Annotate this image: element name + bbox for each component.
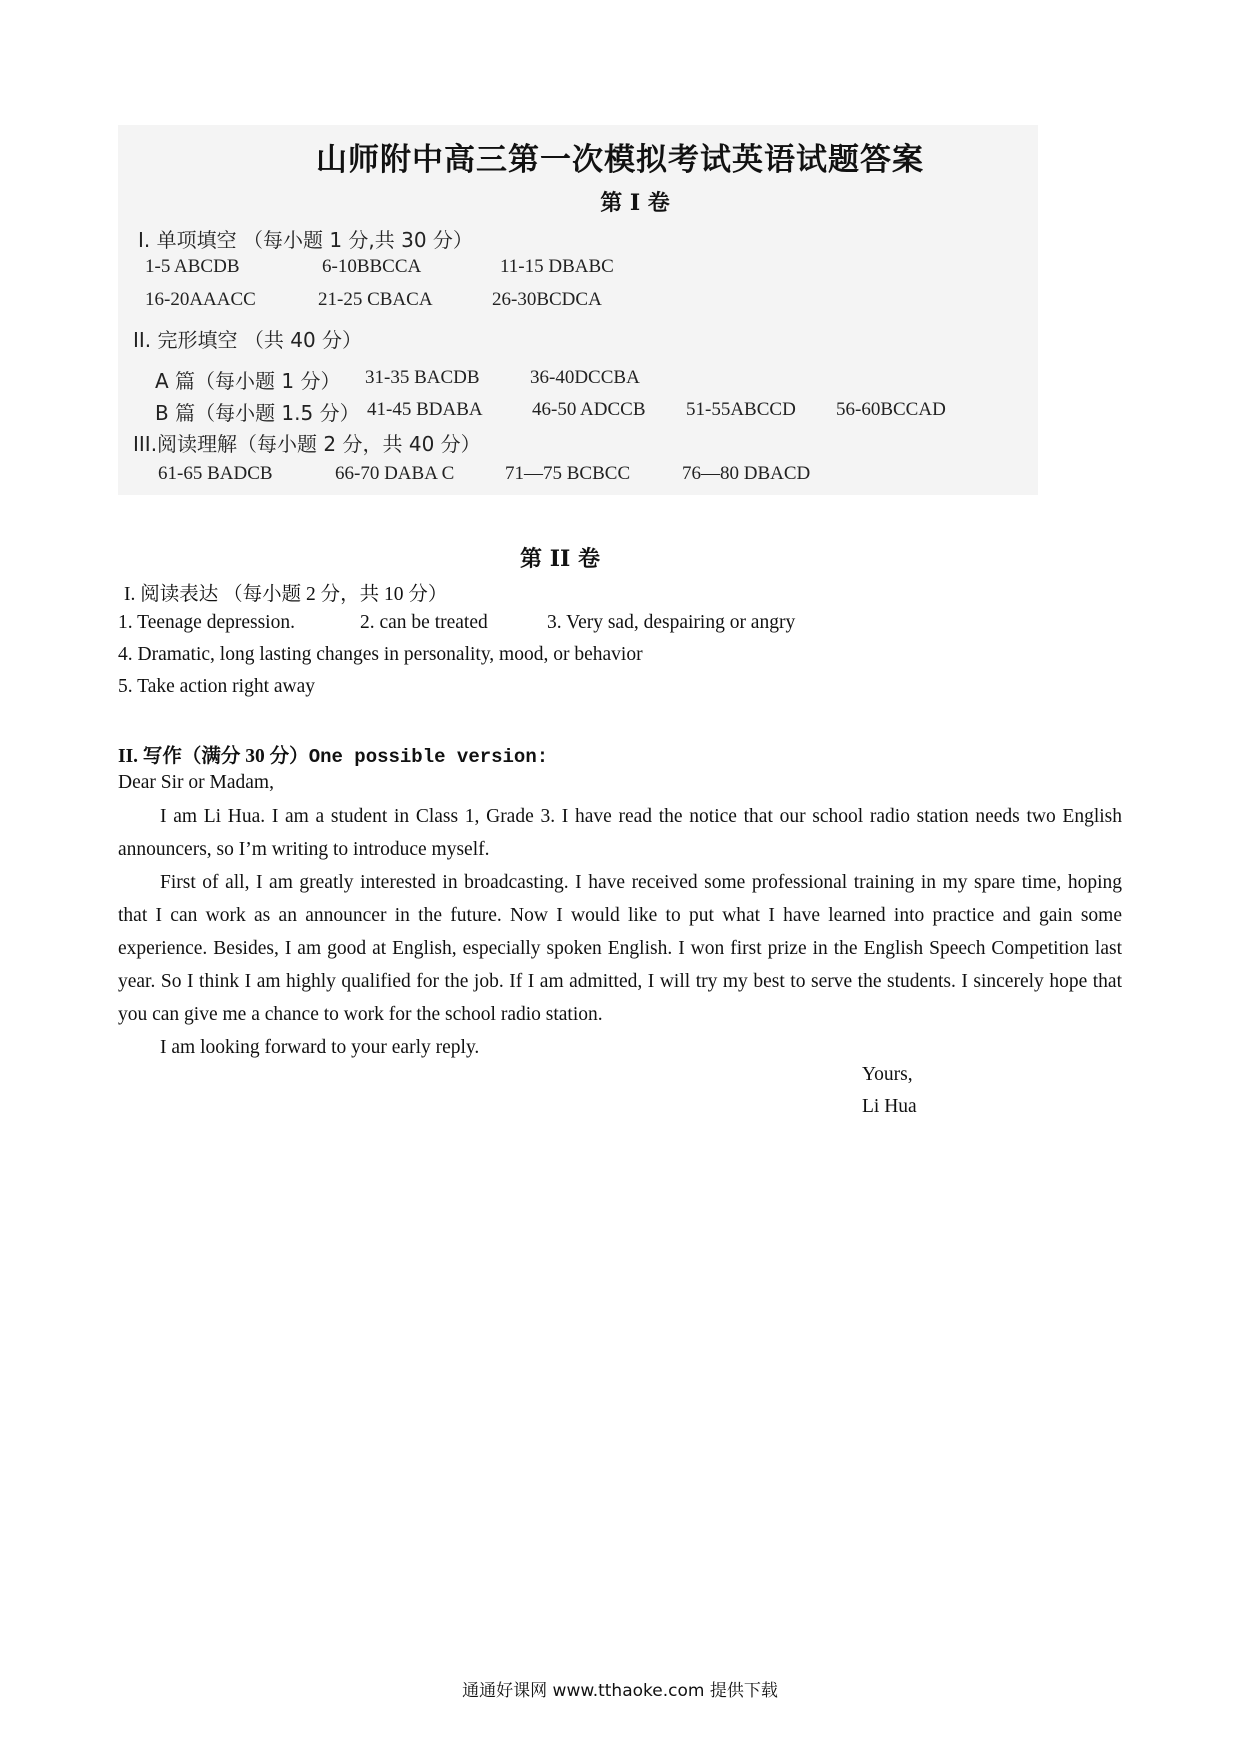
writing-heading bbox=[118, 740, 548, 768]
reading-answer: 2. can be treated bbox=[360, 612, 488, 633]
volume-2-heading: 第 II 卷 bbox=[520, 546, 600, 572]
page-title: 山师附中高三第一次模拟考试英语试题答案 bbox=[316, 142, 924, 178]
answer-group: 46-50 ADCCB bbox=[532, 399, 646, 420]
answer-group: 26-30BCDCA bbox=[492, 289, 602, 310]
letter-signature: Li Hua bbox=[862, 1096, 917, 1117]
answer-group: 61-65 BADCB bbox=[158, 463, 273, 484]
letter-closing: Yours, bbox=[862, 1064, 913, 1085]
section-2-heading: II. 完形填空 （共 40 分） bbox=[133, 328, 363, 352]
answer-group: 1-5 ABCDB bbox=[145, 256, 240, 277]
letter-paragraph: First of all, I am greatly interested in broadcasting. I have received some professional training in my spare time, hoping that I can work as an announcer in the future. Now I would like to put what I have learned into practice and gain some experience. Besides, I am good at English, especially spoken English. I won first prize in the English Speech Competition last year. So I think I am highly qualified for the job. If I am admitted, I will try my best to serve the students. I sincerely hope that you can give me a chance to work for the school radio station. bbox=[118, 872, 1122, 1025]
reading-answer: 4. Dramatic, long lasting changes in personality, mood, or behavior bbox=[118, 644, 643, 665]
answer-group: 66-70 DABA C bbox=[335, 463, 455, 484]
writing-heading-en: One possible version: bbox=[308, 746, 549, 768]
answer-group: 21-25 CBACA bbox=[318, 289, 433, 310]
writing-heading-cn: II. 写作（满分 30 分） bbox=[118, 746, 309, 767]
volume-1-heading: 第 I 卷 bbox=[600, 190, 670, 216]
answer-group: 56-60BCCAD bbox=[836, 399, 946, 420]
letter-paragraph: I am looking forward to your early reply. bbox=[160, 1037, 480, 1058]
answer-group: 6-10BBCCA bbox=[322, 256, 422, 277]
section-3-heading: III.阅读理解（每小题 2 分，共 40 分） bbox=[133, 432, 481, 456]
answer-group: 51-55ABCCD bbox=[686, 399, 796, 420]
reading-answer: 5. Take action right away bbox=[118, 676, 315, 697]
passage-a-label: A 篇（每小题 1 分） bbox=[155, 369, 341, 393]
letter-greeting: Dear Sir or Madam, bbox=[118, 772, 274, 793]
reading-expression-heading: I. 阅读表达 （每小题 2 分，共 10 分） bbox=[124, 584, 448, 605]
letter-paragraph: I am Li Hua. I am a student in Class 1, Grade 3. I have read the notice that our school radio station needs two English announcers, so I’m writing to introduce myself. bbox=[118, 806, 1122, 860]
passage-b-label: B 篇（每小题 1.5 分） bbox=[155, 401, 360, 425]
answer-group: 71—75 BCBCC bbox=[505, 463, 631, 484]
answer-group: 76—80 DBACD bbox=[682, 463, 811, 484]
answer-group: 36-40DCCBA bbox=[530, 367, 640, 388]
answer-group: 41-45 BDABA bbox=[367, 399, 483, 420]
answer-group: 11-15 DBABC bbox=[500, 256, 614, 277]
reading-answer: 1. Teenage depression. bbox=[118, 612, 295, 633]
page-footer: 通通好课网 www.tthaoke.com 提供下载 bbox=[462, 1681, 778, 1701]
reading-answer: 3. Very sad, despairing or angry bbox=[547, 612, 796, 633]
answer-group: 16-20AAACC bbox=[145, 289, 256, 310]
section-1-heading: I. 单项填空 （每小题 1 分,共 30 分） bbox=[138, 228, 473, 252]
answer-group: 31-35 BACDB bbox=[365, 367, 480, 388]
